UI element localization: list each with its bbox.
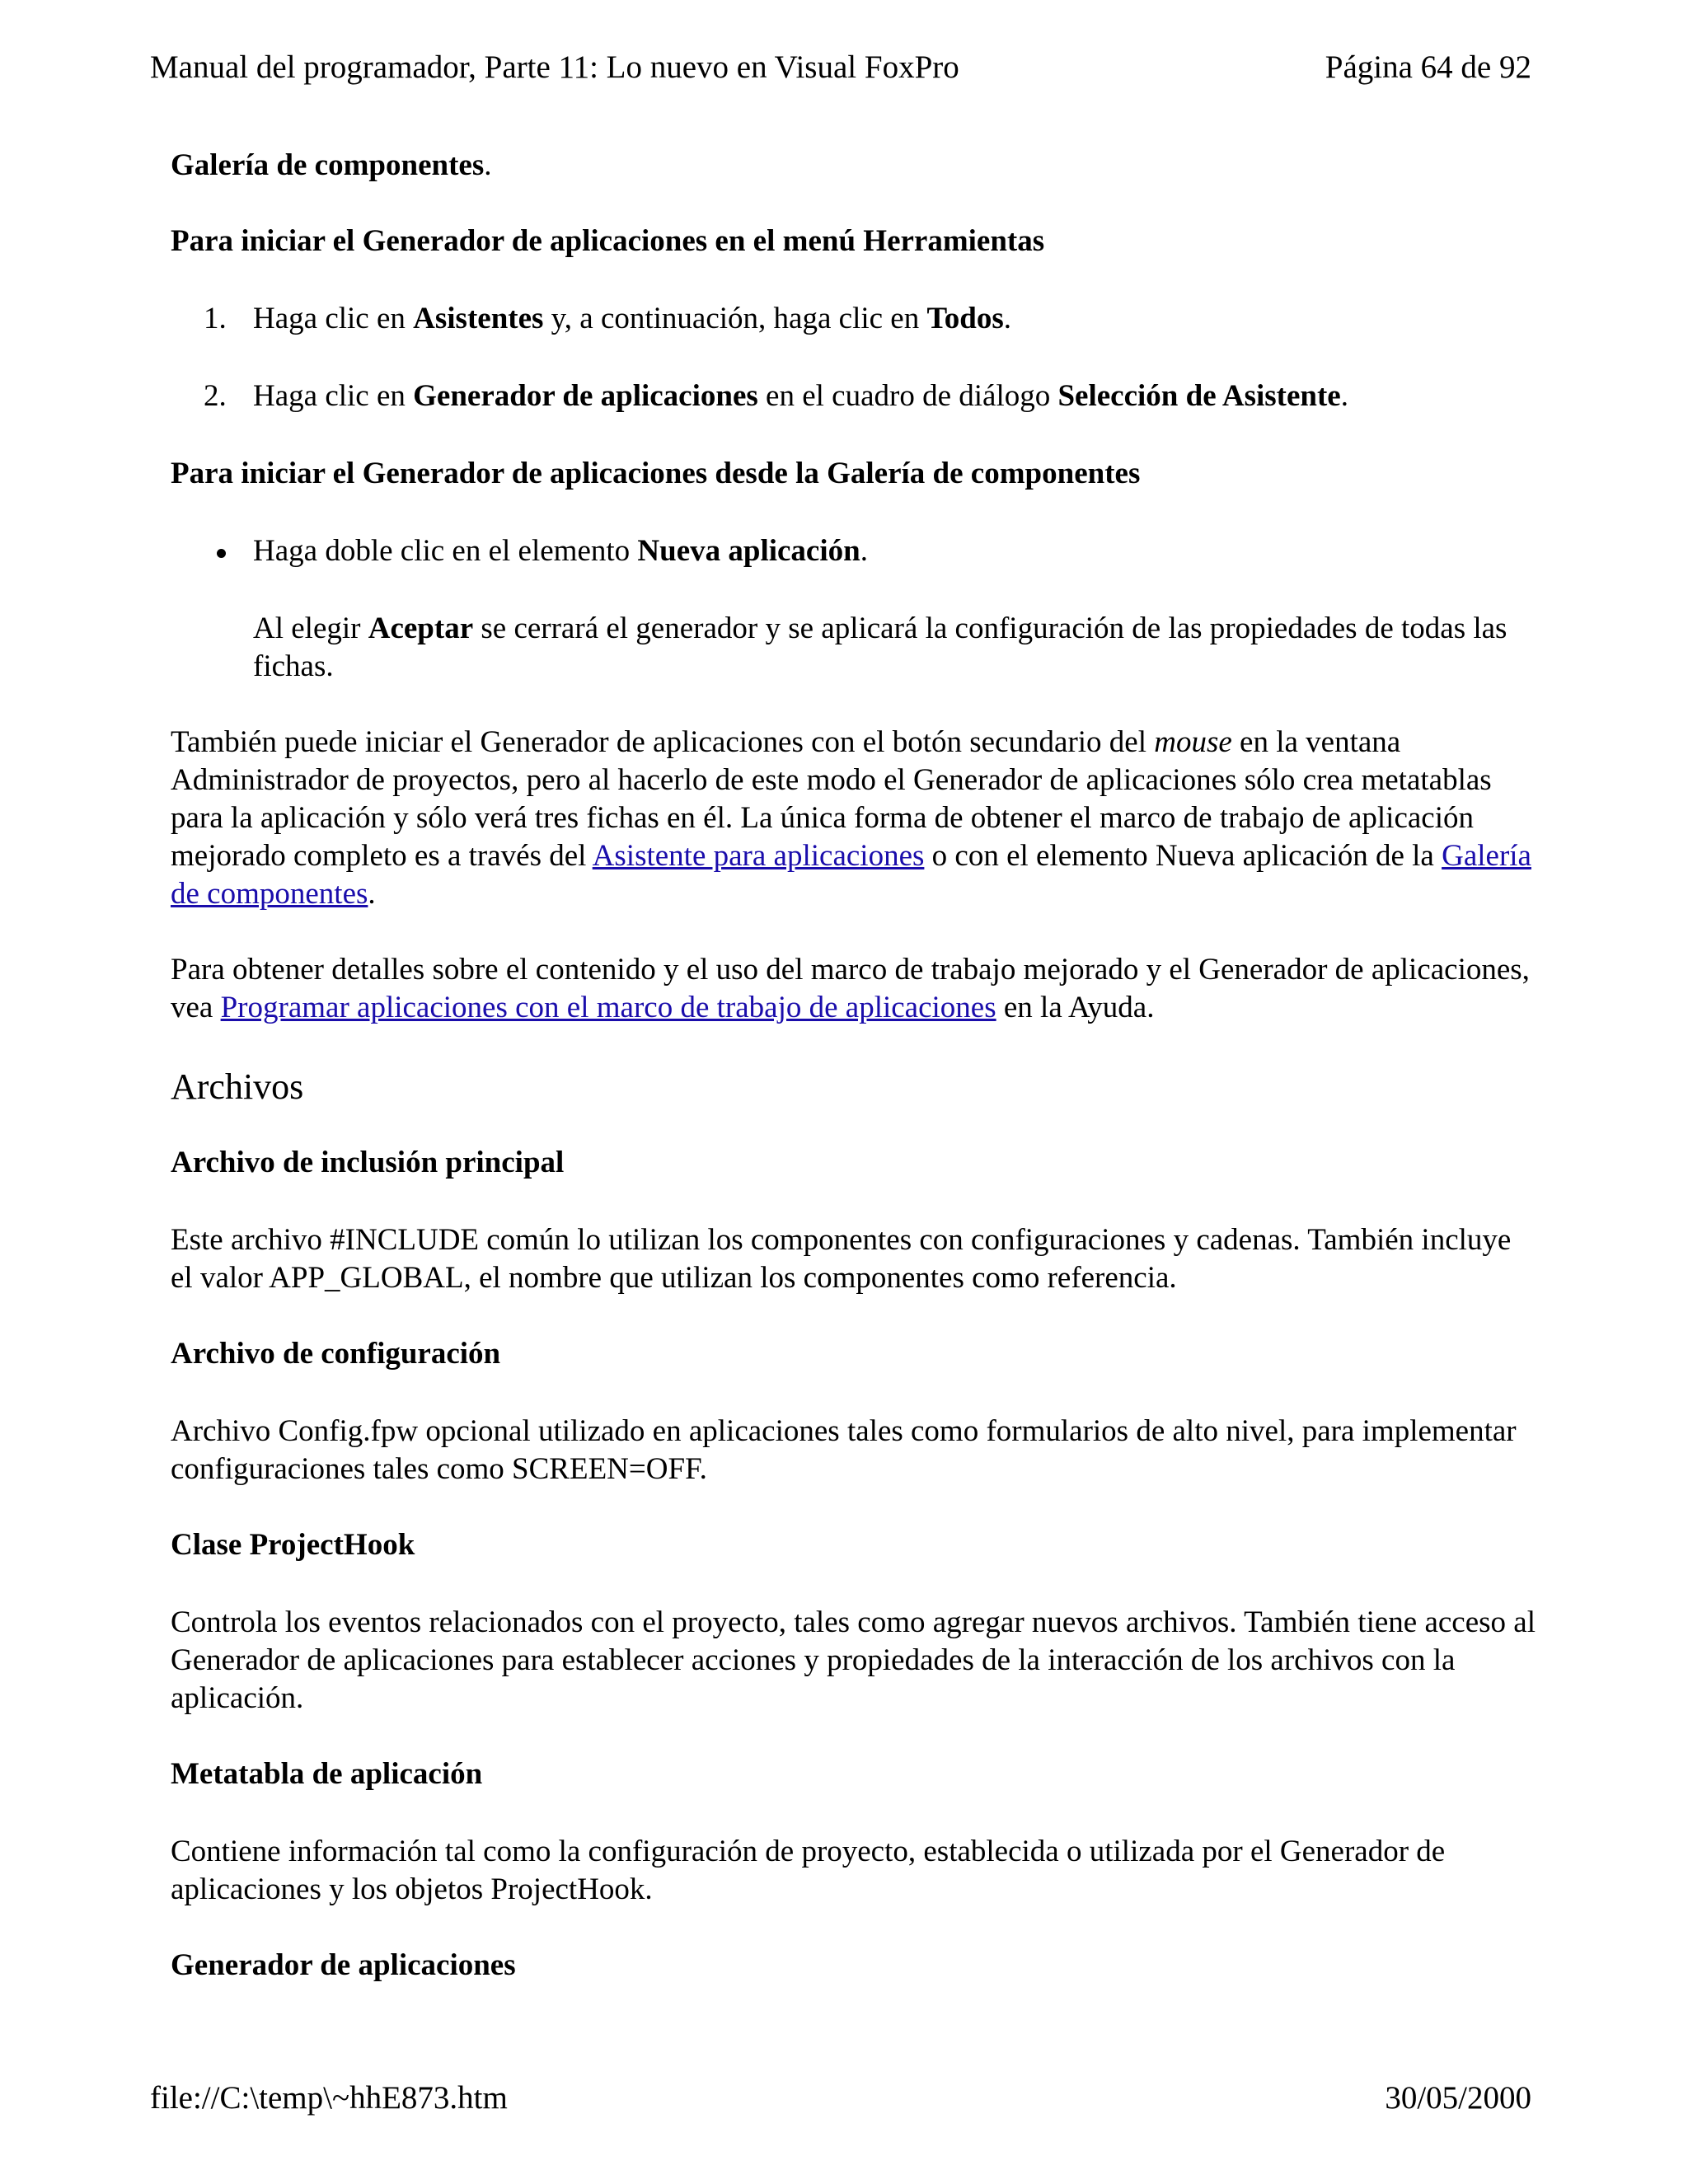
note-bold: Aceptar (368, 612, 474, 645)
bullet-bold: Nueva aplicación (637, 534, 860, 568)
step-bold: Generador de aplicaciones (413, 379, 758, 413)
link-programming-apps[interactable]: Programar aplicaciones con el marco de trabajo de aplicaciones (220, 991, 996, 1024)
file-heading: Archivo de configuración (171, 1337, 501, 1371)
para-text: en la ventana Administrador de proyectos, pero al hacerlo de este modo el Generador de aplicaciones sólo crea metatablas para la aplicación y sólo verá tres fichas en él. La única forma de obtener el marco de trabajo de aplicación mejorado completo es a través del (171, 725, 1492, 873)
heading-gallery: Para iniciar el Generador de aplicaciones desde la Galería de componentes (171, 457, 1141, 490)
intro-line (171, 147, 1539, 185)
intro-bold: Galería de componentes (171, 148, 485, 182)
step-1 (171, 300, 1539, 338)
para-text: Para obtener detalles sobre el contenido y el uso del marco de trabajo mejorado y el Generador de aplicaciones, vea (171, 953, 1530, 1024)
step-text: Haga clic en (253, 302, 414, 335)
bullet-item (171, 532, 1539, 570)
link-app-wizard[interactable]: Asistente para aplicaciones (592, 839, 925, 873)
para-text: . (368, 877, 376, 911)
file-description: Controla los eventos relacionados con el proyecto, tales como agregar nuevos archivos. También tiene acceso al Generador de aplicaciones para establecer acciones y propiedades de la interacción de los archivos con la aplicación. (171, 1605, 1536, 1715)
step-bold: Todos (926, 302, 1004, 335)
page-number: Página 64 de 92 (1325, 49, 1531, 85)
step-bold: Asistentes (413, 302, 544, 335)
paragraph-details (171, 951, 1539, 1027)
file-heading: Metatabla de aplicación (171, 1757, 483, 1791)
step-number: 2. (204, 379, 227, 413)
step-text: . (1003, 302, 1011, 335)
para-italic: mouse (1154, 725, 1232, 759)
page-header (150, 48, 1531, 87)
file-description: Contiene información tal como la configuración de proyecto, establecida o utilizada por el Generador de aplicaciones y los objetos ProjectHook. (171, 1835, 1446, 1906)
step-number: 1. (204, 302, 227, 335)
note-text: se cerrará el generador y se aplicará la configuración de las propiedades de todas las fichas. (253, 612, 1507, 683)
accept-note (171, 610, 1539, 686)
link-component-gallery[interactable]: Galería de componentes (171, 839, 1531, 911)
intro-tail: . (484, 148, 492, 182)
file-heading: Archivo de inclusión principal (171, 1146, 565, 1179)
step-bold: Selección de Asistente (1057, 379, 1341, 413)
step-text: y, a continuación, haga clic en (543, 302, 927, 335)
note-text: Al elegir (253, 612, 368, 645)
heading-tools-menu: Para iniciar el Generador de aplicaciones en el menú Herramientas (171, 224, 1045, 258)
step-text: Haga clic en (253, 379, 414, 413)
document-title: Manual del programador, Parte 11: Lo nuevo en Visual FoxPro (150, 49, 959, 85)
file-path: file://C:\temp\~hhE873.htm (150, 2080, 508, 2116)
step-text: . (1340, 379, 1348, 413)
section-title: Archivos (171, 1066, 304, 1107)
file-description: Este archivo #INCLUDE común lo utilizan los componentes con configuraciones y cadenas. También incluye el valor APP_GLOBAL, el nombre que utilizan los componentes como referencia. (171, 1223, 1512, 1295)
step-2 (171, 377, 1539, 415)
bullet-text: Haga doble clic en el elemento (253, 534, 638, 568)
page-footer (150, 2079, 1531, 2118)
bullet-icon (217, 549, 226, 558)
para-text: o con el elemento Nueva aplicación de la (924, 839, 1442, 873)
print-date: 30/05/2000 (1385, 2080, 1531, 2116)
file-description: Archivo Config.fpw opcional utilizado en aplicaciones tales como formularios de alto nivel, para implementar configuraciones tales como SCREEN=OFF. (171, 1414, 1517, 1486)
paragraph-mouse (171, 724, 1539, 913)
bullet-text: . (860, 534, 868, 568)
file-heading: Clase ProjectHook (171, 1528, 415, 1562)
file-heading: Generador de aplicaciones (171, 1948, 516, 1982)
para-text: También puede iniciar el Generador de aplicaciones con el botón secundario del (171, 725, 1155, 759)
para-text: en la Ayuda. (996, 991, 1155, 1024)
step-text: en el cuadro de diálogo (757, 379, 1058, 413)
document-body (171, 147, 1539, 2024)
